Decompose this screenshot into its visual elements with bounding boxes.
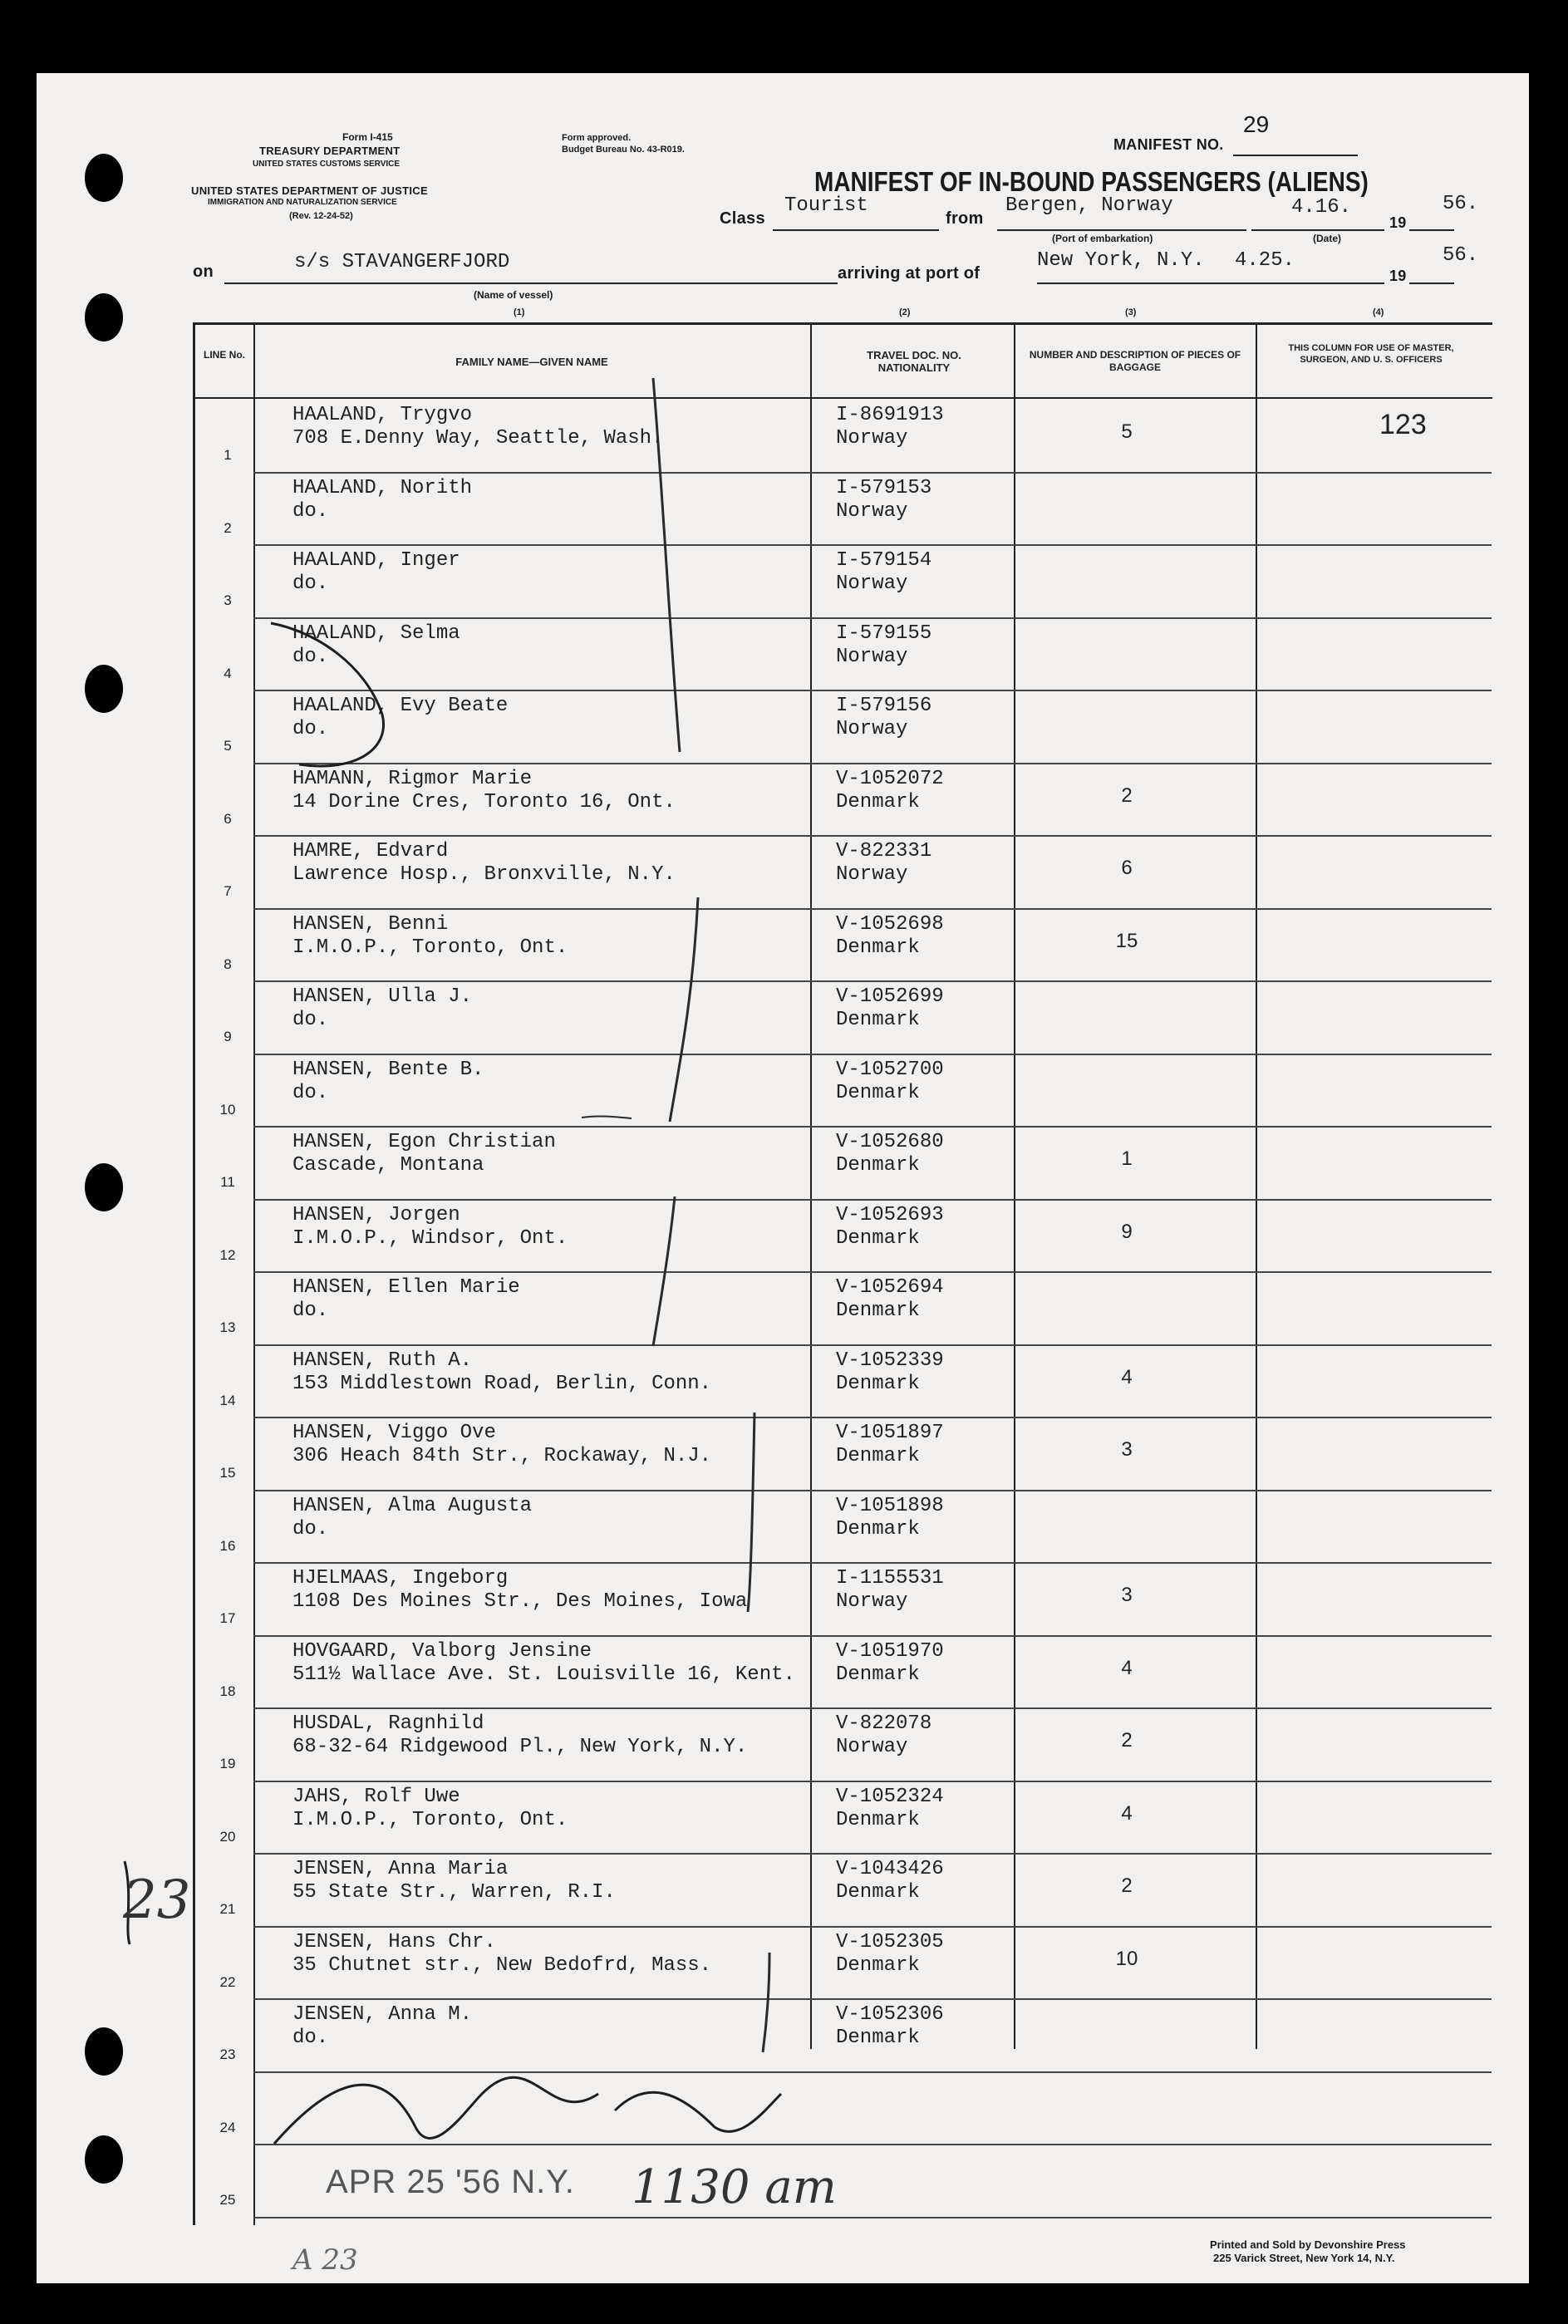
passenger-name: JENSEN, Anna Maria <box>292 1858 509 1880</box>
budget-bureau: Budget Bureau No. 43-R019. <box>562 145 685 155</box>
passenger-name: HUSDAL, Ragnhild <box>292 1712 484 1735</box>
travel-doc-number: V-822078 <box>836 1712 932 1735</box>
nationality: Norway <box>836 1590 908 1613</box>
nationality: Denmark <box>836 1154 920 1177</box>
passenger-address: 55 State Str., Warren, R.I. <box>292 1881 616 1904</box>
baggage-count: 1 <box>1121 1147 1133 1170</box>
line-number: 25 <box>219 2192 236 2208</box>
passenger-address: I.M.O.P., Windsor, Ont. <box>292 1226 568 1250</box>
passenger-address: do. <box>292 1300 329 1322</box>
nationality: Denmark <box>836 1881 920 1904</box>
baggage-count: 4 <box>1121 1801 1133 1825</box>
travel-doc-number: I-579156 <box>836 695 932 717</box>
line-number: 5 <box>224 738 232 754</box>
from-label: from <box>946 209 984 228</box>
passenger-name: HANSEN, Ulla J. <box>292 985 473 1008</box>
nationality: Denmark <box>836 1517 920 1540</box>
arrival-year-prefix: 19 <box>1389 268 1407 284</box>
passenger-address: do. <box>292 2027 329 2049</box>
line-number: 2 <box>224 519 232 536</box>
class-value: Tourist <box>784 194 868 217</box>
passenger-name: HAALAND, Norith <box>292 476 473 499</box>
travel-doc-number: V-1052699 <box>836 985 944 1008</box>
date-received-stamp: APR 25 '56 N.Y. <box>326 2164 575 2200</box>
header-baggage: NUMBER AND DESCRIPTION OF PIECES OF BAGGAGE <box>1029 349 1241 373</box>
header-line-no: LINE No. <box>204 349 245 361</box>
arrival-time-note: 1130 am <box>632 2160 837 2214</box>
passenger-name: HANSEN, Alma Augusta <box>292 1494 533 1517</box>
line-number: 15 <box>219 1465 236 1481</box>
manifest-number-label: MANIFEST NO. <box>1113 136 1224 153</box>
arrival-date: 4.25. <box>1235 249 1295 272</box>
manifest-number: 29 <box>1243 111 1270 137</box>
bottom-left-note: A 23 <box>292 2243 358 2277</box>
passenger-address: do. <box>292 1081 329 1104</box>
arrival-port: New York, N.Y. <box>1037 249 1205 272</box>
nationality: Norway <box>836 718 908 740</box>
travel-doc-number: V-1051970 <box>836 1639 944 1663</box>
passenger-address: Cascade, Montana <box>292 1154 484 1177</box>
nationality: Norway <box>836 645 908 668</box>
passenger-name: HAALAND, Inger <box>292 549 460 572</box>
passenger-address: do. <box>292 718 329 740</box>
nationality: Denmark <box>836 1808 920 1831</box>
passenger-address: 35 Chutnet str., New Bedofrd, Mass. <box>292 1953 712 1977</box>
travel-doc-number: I-579155 <box>836 622 932 645</box>
line-number: 16 <box>219 1537 236 1554</box>
manifest-title: MANIFEST OF IN-BOUND PASSENGERS (ALIENS) <box>814 166 1369 198</box>
baggage-count: 2 <box>1121 784 1133 807</box>
nationality: Denmark <box>836 2027 920 2049</box>
passenger-name: HAALAND, Trygvo <box>292 404 473 426</box>
passenger-name: JAHS, Rolf Uwe <box>292 1785 460 1808</box>
from-value: Bergen, Norway <box>1005 194 1173 217</box>
travel-doc-number: V-1052693 <box>836 1203 944 1226</box>
embark-date: 4.16. <box>1291 196 1352 219</box>
passenger-name: HJELMAAS, Ingeborg <box>292 1567 509 1589</box>
passenger-name: HANSEN, Benni <box>292 912 449 936</box>
margin-total: 23 <box>123 1870 191 1931</box>
nationality: Denmark <box>836 1081 920 1104</box>
line-number: 22 <box>219 1973 236 1990</box>
line-number: 9 <box>224 1029 232 1044</box>
line-number: 11 <box>220 1174 235 1190</box>
passenger-address: do. <box>292 499 329 523</box>
passenger-address: 68-32-64 Ridgewood Pl., New York, N.Y. <box>292 1736 748 1758</box>
nationality: Norway <box>836 1736 908 1758</box>
passenger-name: HANSEN, Ruth A. <box>292 1349 473 1372</box>
line-number: 1 <box>224 447 232 463</box>
nationality: Denmark <box>836 1300 920 1322</box>
column-number: (4) <box>1373 307 1384 317</box>
line-number: 3 <box>224 592 232 608</box>
baggage-count: 15 <box>1115 929 1138 952</box>
line-number: 19 <box>219 1756 236 1771</box>
nationality: Denmark <box>836 1663 920 1686</box>
passenger-address: 14 Dorine Cres, Toronto 16, Ont. <box>292 790 676 813</box>
baggage-count: 2 <box>1121 1874 1133 1897</box>
travel-doc-number: V-1052072 <box>836 767 944 790</box>
passenger-address: do. <box>292 572 329 595</box>
vessel-name: s/s STAVANGERFJORD <box>294 251 510 273</box>
year-prefix: 19 <box>1389 214 1407 231</box>
passenger-name: JENSEN, Hans Chr. <box>292 1930 496 1953</box>
passenger-name: HAMANN, Rigmor Marie <box>292 767 533 790</box>
passenger-address: do. <box>292 1009 329 1031</box>
line-number: 24 <box>219 2119 236 2135</box>
baggage-count: 4 <box>1121 1365 1133 1388</box>
on-label: on <box>193 263 214 281</box>
line-number: 7 <box>224 883 232 899</box>
passenger-name: HAALAND, Selma <box>292 622 460 645</box>
header-travel-doc: TRAVEL DOC. NO. NATIONALITY <box>867 349 961 374</box>
printer-line-2: 225 Varick Street, New York 14, N.Y. <box>1213 2252 1395 2264</box>
line-number: 6 <box>224 810 232 827</box>
travel-doc-number: V-1052680 <box>836 1131 944 1153</box>
passenger-name: JENSEN, Anna M. <box>292 2003 473 2026</box>
nationality: Denmark <box>836 1445 920 1467</box>
arriving-label: arriving at port of <box>838 264 981 283</box>
passenger-address: 306 Heach 84th Str., Rockaway, N.J. <box>292 1445 712 1467</box>
column-number: (3) <box>1125 307 1137 317</box>
line-number: 13 <box>219 1319 236 1335</box>
passenger-name: HANSEN, Viggo Ove <box>292 1422 496 1444</box>
nationality: Denmark <box>836 1226 920 1250</box>
line-number: 18 <box>219 1683 236 1699</box>
travel-doc-number: V-1051897 <box>836 1422 944 1444</box>
nationality: Denmark <box>836 790 920 813</box>
baggage-count: 10 <box>1115 1947 1138 1970</box>
revision-date: (Rev. 12-24-52) <box>289 211 353 221</box>
travel-doc-number: V-1052339 <box>836 1349 944 1372</box>
nationality: Denmark <box>836 1953 920 1977</box>
passenger-address: 708 E.Denny Way, Seattle, Wash. <box>292 427 664 450</box>
travel-doc-number: V-1052305 <box>836 1930 944 1953</box>
line-number: 21 <box>219 1901 236 1917</box>
travel-doc-number: V-1051898 <box>836 1494 944 1517</box>
passenger-name: HANSEN, Bente B. <box>292 1058 484 1081</box>
line-number: 10 <box>219 1101 236 1118</box>
travel-doc-number: I-579154 <box>836 549 932 572</box>
customs-service: UNITED STATES CUSTOMS SERVICE <box>253 160 401 169</box>
nationality: Norway <box>836 427 908 450</box>
header-officers: THIS COLUMN FOR USE OF MASTER, SURGEON, AND U. S. OFFICERS <box>1288 343 1454 365</box>
department-of-justice: UNITED STATES DEPARTMENT OF JUSTICE <box>191 184 428 197</box>
form-number: Form I-415 <box>342 131 393 143</box>
passenger-address: 511½ Wallace Ave. St. Louisville 16, Kent. <box>292 1663 795 1686</box>
officer-use: 123 <box>1379 409 1427 440</box>
line-number: 17 <box>219 1610 236 1626</box>
passenger-name: HANSEN, Jorgen <box>292 1203 460 1226</box>
travel-doc-number: I-1155531 <box>836 1567 944 1589</box>
passenger-address: 153 Middlestown Road, Berlin, Conn. <box>292 1372 712 1395</box>
line-number: 4 <box>224 665 232 681</box>
passenger-name: HAMRE, Edvard <box>292 840 449 862</box>
treasury-department: TREASURY DEPARTMENT <box>259 145 401 157</box>
passenger-name: HANSEN, Ellen Marie <box>292 1276 520 1299</box>
travel-doc-number: V-822331 <box>836 840 932 862</box>
passenger-address: do. <box>292 645 329 668</box>
travel-doc-number: V-1052698 <box>836 912 944 936</box>
travel-doc-number: I-579153 <box>836 476 932 499</box>
travel-doc-number: V-1052306 <box>836 2003 944 2026</box>
form-approved: Form approved. <box>562 133 632 143</box>
travel-doc-number: I-8691913 <box>836 404 944 426</box>
nationality: Norway <box>836 499 908 523</box>
passenger-address: I.M.O.P., Toronto, Ont. <box>292 936 568 959</box>
baggage-count: 3 <box>1121 1438 1133 1461</box>
line-number: 20 <box>219 1828 236 1845</box>
nationality: Denmark <box>836 1372 920 1395</box>
line-number: 23 <box>219 2046 236 2062</box>
passenger-name: HAALAND, Evy Beate <box>292 695 509 717</box>
port-caption: (Port of embarkation) <box>1052 233 1153 244</box>
line-number: 8 <box>224 956 232 972</box>
embark-year: 56. <box>1443 193 1479 215</box>
passenger-address: I.M.O.P., Toronto, Ont. <box>292 1808 568 1831</box>
passenger-address: do. <box>292 1517 329 1540</box>
date-caption: (Date) <box>1313 233 1342 244</box>
baggage-count: 3 <box>1121 1584 1133 1606</box>
baggage-count: 6 <box>1121 857 1133 879</box>
arrival-year: 56. <box>1443 244 1479 267</box>
printer-line-1: Printed and Sold by Devonshire Press <box>1210 2238 1406 2251</box>
line-number: 12 <box>219 1246 236 1263</box>
nationality: Denmark <box>836 1009 920 1031</box>
baggage-count: 5 <box>1121 420 1133 443</box>
passenger-address: Lawrence Hosp., Bronxville, N.Y. <box>292 863 676 886</box>
baggage-count: 2 <box>1121 1729 1133 1752</box>
nationality: Denmark <box>836 936 920 959</box>
nationality: Norway <box>836 863 908 886</box>
travel-doc-number: V-1052694 <box>836 1276 944 1299</box>
passenger-address: 1108 Des Moines Str., Des Moines, Iowa <box>292 1590 748 1613</box>
travel-doc-number: V-1052700 <box>836 1058 944 1081</box>
column-number: (2) <box>899 307 911 317</box>
travel-doc-number: V-1043426 <box>836 1858 944 1880</box>
baggage-count: 9 <box>1121 1220 1133 1243</box>
immigration-service: IMMIGRATION AND NATURALIZATION SERVICE <box>208 198 397 207</box>
line-number: 14 <box>219 1392 236 1408</box>
travel-doc-number: V-1052324 <box>836 1785 944 1808</box>
passenger-name: HANSEN, Egon Christian <box>292 1131 556 1153</box>
class-label: Class <box>720 209 765 228</box>
nationality: Norway <box>836 572 908 595</box>
baggage-count: 4 <box>1121 1656 1133 1679</box>
passenger-name: HOVGAARD, Valborg Jensine <box>292 1639 592 1663</box>
vessel-caption: (Name of vessel) <box>474 289 553 301</box>
header-name: FAMILY NAME—GIVEN NAME <box>455 356 608 368</box>
column-number: (1) <box>514 307 525 317</box>
